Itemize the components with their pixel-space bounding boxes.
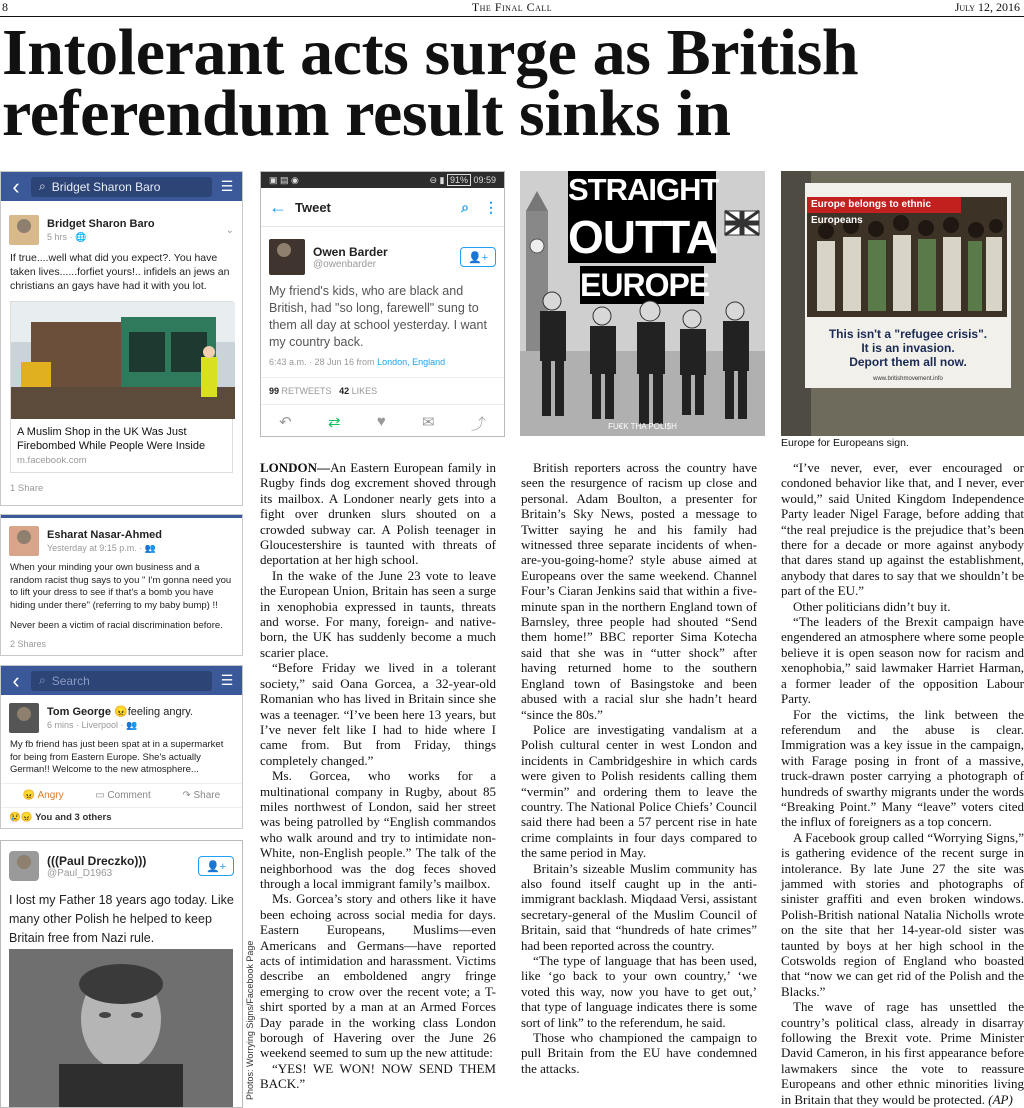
author-name[interactable]: Tom George [47,706,111,718]
page-number: 8 [2,0,8,14]
link-domain: m.facebook.com [17,455,87,466]
more-options-icon[interactable]: ⋮ [484,198,498,215]
tweet-author [1,841,242,887]
signal-icon: ⊖ ▮ [429,174,447,185]
sign-banner: Europe belongs to ethnic Europeans [807,197,961,213]
facebook-search-box[interactable] [31,177,212,197]
back-arrow-icon[interactable]: ‹ [12,667,20,693]
facebook-top-bar [1,666,242,695]
paragraph: “The type of language that has been used, like ‘go back to your own country,’ ‘we voted this way, now you have to get out,’ that type of language indicates there is some sort of link” to the referendum, he said. [521,953,757,1030]
phone-status-bar [261,172,504,188]
post-text-second: Never been a victim of racial discrimination before. [10,620,223,631]
share-button[interactable]: ↷ Share [182,789,221,801]
avatar [9,215,39,245]
avatar [9,526,39,556]
status-time: 09:59 [473,174,496,185]
facebook-post-tom-george [0,665,243,829]
notification-icons: ▣ ▤ ◉ [269,174,299,185]
link-title: A Muslim Shop in the UK Was Just Firebombed While People Were Inside [17,426,206,452]
post-actions [1,783,242,808]
paragraph: Britain’s sizeable Muslim community has also found itself caught up in the anti-immigrant backlash. Miqdaad Versi, assistant secretary-general of the Muslim Council of Britain, said that “hundreds of hate crimes” had been reported across the country. [521,860,757,953]
paragraph-lead: LONDON—An Eastern European family in Rugby finds dog excrement shoved through its mailbox. A Londoner nearly gets into a fight over drunken slurs shouted on a crowded subway car. A Polish teenager in Gloucestershire is taunted with threats of deportation at her high school. [260,460,496,568]
friends-icon: 👥 [126,720,138,730]
issue-date: July 12, 2016 [954,0,1020,14]
paragraph: Ms. Gorcea’s story and others like it have been echoing across social media for days. Eastern Europeans, Muslims—even Americans and Germans—have reported acts of intimidation and harassment. Victims describe an emboldened angry fringe emerging to crow over the recent vote; a T-shirt sported by a man at an Armed Forces Day parade in the working class London borough of Havering over the June 26 weekend seemed to sum up the new attitude: [260,891,496,1061]
portrait-photo [9,949,233,1107]
article-column-1 [260,460,496,1092]
facebook-post-firebombing [0,171,243,506]
share-count[interactable]: 1 Share [10,483,44,494]
search-icon[interactable]: ⌕ [461,198,469,215]
sign-slogan: This isn't a "refugee crisis". It is an invasion. Deport them all now. [828,327,988,369]
post-meta: 5 hrs · [47,231,76,242]
author-name[interactable]: Owen Barder [313,244,388,259]
author-handle: @Paul_D1963 [47,867,113,879]
tweet-location[interactable]: London, England [377,357,446,367]
like-icon[interactable]: ♥ [376,413,386,430]
photo-caption: Europe for Europeans sign. [781,437,909,449]
poster-line-europe: EUROPE [580,267,710,303]
post-author [1,518,242,560]
poster-footer: FU€K THA POLI$H [608,422,677,431]
paragraph: “YES! WE WON! NOW SEND THEM BACK.” [260,1060,496,1092]
publication-name: The Final Call [471,0,553,14]
share-icon[interactable]: ⤴ [470,416,486,433]
chevron-down-icon[interactable]: ⌄ [225,224,234,236]
post-meta: Yesterday at 9:15 p.m. · [47,542,145,553]
back-arrow-icon[interactable]: ← [269,196,287,217]
facebook-post-esharat [0,514,243,656]
angry-emoji-icon: 😠 [114,706,128,718]
avatar [269,239,305,275]
article-column-3 [781,460,1024,1107]
back-arrow-icon[interactable]: ‹ [12,173,20,199]
source-tag: (AP) [988,1091,1013,1107]
europe-for-europeans-sign [781,171,1024,436]
paragraph: For the victims, the link between the referendum and the abuse is clear. Immigration was a key issue in the campaign, with Farage posing in front of a massive, truck-drawn poster carrying a photograph of hundreds of swarthy migrants under the words “Breaking Point.” Many “leave” voters cited the influx of foreigners as a top concern. [781,706,1024,830]
poster-line-outta: OUTTA [568,211,719,263]
link-preview[interactable] [10,301,233,473]
post-text: When your minding your own business and a random racist thug says to you " I'm gonna need you to lift your dress to see if that's a bomb you have hiding under there" (referring to my baby bump) !! [10,562,232,611]
poster-line-straight: STRAIGHT [568,172,719,207]
facebook-top-bar [1,172,242,201]
comment-icon: ▭ [95,789,108,801]
masthead [0,0,1024,17]
tweet-header-title: Tweet [295,199,331,215]
facebook-search-box[interactable] [31,671,212,691]
tweet-actions [261,405,504,437]
angry-reaction-button[interactable]: 😠 Angry [22,789,64,801]
sign-url: www.britishmovement.info [873,376,943,382]
author-handle: @owenbarder [313,258,376,270]
tweet-stats: 99 RETWEETS 42 LIKES [261,377,504,405]
tweet-timestamp: 6:43 a.m. · 28 Jun 16 from London, England [269,357,446,367]
post-author [1,201,242,249]
post-author [1,695,242,737]
tweet-owen-barder [260,171,505,437]
share-icon: ↷ [182,789,194,801]
paragraph: Police are investigating vandalism at a Polish cultural center in west London and incidents in Cambridgeshire in which cards were given to Polish residents calling them “vermin” and ordering them to leave the country. The National Police Chiefs’ Council said there had been a 57 percent rise in hate crime complaints in four days compared to the same period in May. [521,721,757,861]
search-text: Bridget Sharon Baro [51,179,161,194]
retweet-icon[interactable]: ⇄ [327,414,341,431]
add-user-icon: 👤+ [467,251,489,264]
friends-icon: 👥 [144,542,156,553]
post-text: My fb friend has just been spat at in a supermarket for being from Eastern Europe. She's actually German!! Welcome to the new atmosphere... [10,739,224,775]
angry-icon: 😠 [22,789,38,801]
post-meta: 6 mins · Liverpool · [47,720,127,730]
dateline: LONDON— [260,460,331,475]
author-name[interactable]: (((Paul Dreczko))) [47,853,147,868]
paragraph: A Facebook group called “Worrying Signs,” is gathering evidence of the recent surge in intolerance. By late June 27 the site was jammed with stories and photographs of sinister graffiti and even broken windows. Polish-British national Natalia Nicholls wrote on the site that her 14-year-old sister was taunted by boys at her high school in the Cotswolds region of England who boasted that “now we can get rid of the Polish and the Blacks.” [781,829,1024,999]
friend-requests-icon[interactable]: ☰ [220,178,234,194]
friend-requests-icon[interactable]: ☰ [220,672,234,688]
straight-outta-europe-poster [520,171,765,436]
search-icon: ⌕ [39,673,46,687]
paragraph: Those who championed the campaign to pull Britain from the EU have condemned the attacks. [521,1030,757,1076]
feeling-text: feeling angry. [127,706,193,718]
reactions-summary[interactable]: 😢😠 You and 3 others [9,811,112,823]
photo-credit: Photos: Worrying Signs/Facebook Page [245,940,255,1100]
follow-button[interactable] [198,856,234,876]
shop-photo [11,302,235,419]
like-count: 42 [339,386,350,396]
reply-icon[interactable]: ↶ [279,414,292,431]
share-count[interactable]: 2 Shares [10,638,47,649]
battery-level: 91% [447,174,471,186]
tweet-header [261,188,504,227]
paragraph: The wave of rage has unsettled the country’s political class, already in disarray following the Brexit vote. Prime Minister David Cameron, in his first appearance before lawmakers since the vote to reassure Europeans and other ethnic minorities living in Britain that they would be protected. (AP) [781,999,1024,1107]
paragraph: “The leaders of the Brexit campaign have engendered an atmosphere where some people believe it is open season now for racism and xenophobia,” said lawmaker Harriet Harman, a former leader of the opposition Labour Party. [781,614,1024,707]
message-icon[interactable]: ✉ [421,414,435,431]
article-column-2 [521,460,757,1076]
paragraph: Other politicians didn’t buy it. [793,598,951,614]
author-name[interactable]: Bridget Sharon Baro [47,217,155,230]
post-text: If true....well what did you expect?. You have taken lives......forfiet yours!.. infidels an jews an christians an gays have had it with you lot. [10,252,230,292]
tweet-paul-dreczko [0,840,243,1108]
tweet-text: My friend's kids, who are black and British, had "so long, farewell" sung to them all day at school yesterday. I want my country back. [269,284,487,349]
paragraph: Ms. Gorcea, who works for a multinational company in Rugby, about 85 miles northwest of London, said her street was being patrolled by “English commandos who walk around and try to intimidate non-White, non-English people.” The talk of the neighborhood was the dog feces shoved through a local immigrant family’s mailbox. [260,768,496,891]
tweet-text: I lost my Father 18 years ago today. Like many other Polish he helped to keep Britain free from Nazi rule. [9,893,234,945]
search-placeholder: Search [51,673,90,688]
headline: Intolerant acts surge as British referendum result sinks in [2,16,859,150]
globe-icon: 🌐 [75,231,87,242]
avatar [9,703,39,733]
author-name[interactable]: Esharat Nasar-Ahmed [47,528,162,541]
paragraph: “I’ve never, ever, ever encouraged or condoned behavior like that, and I never, ever would,” said United Kingdom Independence Party leader Nigel Farage, before adding that “the real prejudice is the prejudice that’s been there for a decade or more against anybody that dares stand up against the establishment, anybody that dares to say that we shouldn’t be part of the EU.” [781,460,1024,599]
tweet-author [261,227,504,281]
follow-button[interactable] [460,247,496,267]
reactions-icon: 😢😠 [9,811,36,823]
comment-button[interactable]: ▭ Comment [95,789,151,801]
paragraph: In the wake of the June 23 vote to leave the European Union, Britain has seen a surge in xenophobia expressed in taunts, threats and worse. For many, foreign- and native-born, the UK has suddenly become a much scarier place. [260,567,496,660]
retweet-count: 99 [269,386,280,396]
paragraph: British reporters across the country have seen the resurgence of racism up close and personal. Adam Boulton, a presenter for Britain’s Sky News, posted a message to Twitter saying he and his family had witnessed three separate incidents of when-are-you-going-home? style abuse aimed at Europeans over the same weekend. Channel Four’s Ciaran Jenkins said that within a five-minute span in the northern England town of Barnsley, three people had shouted “Send them home!” BBC reporter Sima Kotecha said that she was in “utter shock” after having returned home to the southern England town of Basingstoke and been abused with a racial slur she hadn’t heard “since the 80s.” [521,460,757,722]
paragraph: “Before Friday we lived in a tolerant society,” said Oana Gorcea, a 32-year-old Romanian who has lived in Britain since she was a teenager. “I’ve been here 13 years, but I’ve never felt like I had to hide where I came from. But from Friday, things completely changed.” [260,660,496,768]
search-icon: ⌕ [39,179,46,193]
add-user-icon: 👤+ [205,860,227,873]
avatar [9,851,39,881]
